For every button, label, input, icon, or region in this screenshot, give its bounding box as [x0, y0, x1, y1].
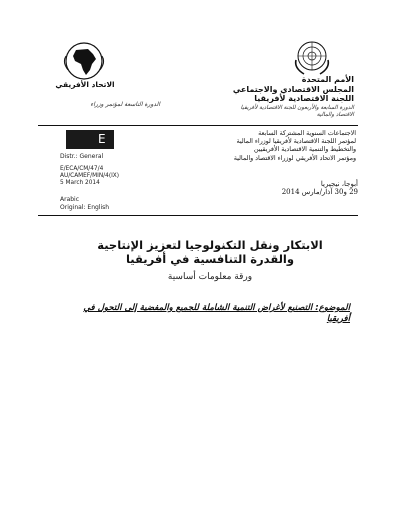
language-mark-letter: E [98, 132, 106, 146]
document-date: 5 March 2014 [60, 179, 100, 186]
un-session-line: الدورة السابعة والأربعون للجنة الاقتصادية لأفريقيا [240, 105, 354, 111]
language-line: Arabic [60, 196, 80, 203]
header-rule [38, 125, 358, 126]
meeting-line: ومؤتمر الاتحاد الأفريقي لوزراء الاقتصاد والمالية [233, 154, 356, 162]
document-topic [50, 303, 350, 324]
un-name-line: الأمم المتحدة [301, 75, 354, 84]
african-union-name: الاتحاد الأفريقي [55, 80, 115, 89]
document-symbol: AU/CAMEF/MIN/4(IX) [60, 172, 120, 179]
document-language [60, 196, 109, 211]
document-symbols [60, 166, 119, 186]
document-symbol: E/ECA/CM/47/4 [60, 166, 104, 172]
united-nations-emblem-icon [290, 36, 334, 78]
date-line: 29 و30 آذار/مارس 2014 [281, 188, 358, 197]
african-union-session: الدورة التاسعة لمؤتمر وزراء [90, 101, 160, 108]
section-rule [38, 215, 358, 216]
african-union-emblem-icon [62, 40, 106, 82]
meeting-line: لمؤتمر اللجنة الاقتصادية لأفريقيا لوزراء المالية [236, 138, 356, 146]
topic-line: أفريقيا [326, 313, 350, 324]
un-session [214, 105, 354, 119]
un-name-line: اللجنة الاقتصادية لأفريقيا [254, 94, 354, 103]
language-mark-box [66, 130, 114, 149]
un-ecosoc-name [214, 75, 354, 104]
document-title [60, 238, 360, 266]
un-session-line: الاقتصاد والمالية [316, 112, 354, 118]
place-and-date [240, 180, 358, 197]
title-line: الابتكار ونقل التكنولوجيا لتعزيز الإنتاجية [97, 238, 323, 252]
place-line: أبوجا، نيجيريا [320, 180, 358, 188]
meeting-line: الاجتماعات السنوية المشتركة السابعة [258, 130, 356, 137]
meeting-line: والتخطيط والتنمية الاقتصادية الأفريقيين [253, 146, 356, 154]
language-line: Original: English [60, 203, 110, 211]
distribution-label: Distr.: General [60, 153, 104, 160]
document-subtitle: ورقة معلومات أساسية [167, 272, 253, 282]
meeting-description [196, 130, 356, 163]
un-name-line: المجلس الاقتصادي والاجتماعي [232, 84, 354, 94]
topic-line: الموضوع: التصنيع لأغراض التنمية الشاملة للجميع والمفضية إلى التحول في [83, 303, 350, 313]
title-line: والقدرة التنافسية في أفريقيا [125, 252, 294, 266]
